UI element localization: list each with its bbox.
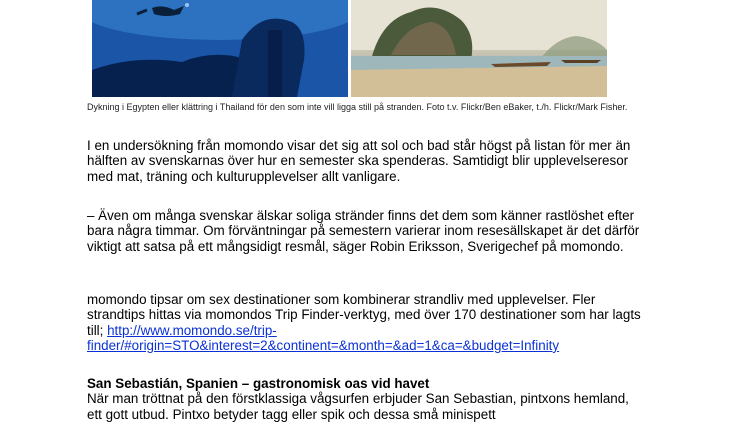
tips-text: momondo tipsar om sex destinationer som kombinerar strandliv med upplevelser. Fler strandtips hittas via momondos Trip Finder-verktyg, med över 170 destinationer som har lagts till; xyxy=(87,292,641,338)
beach-scene xyxy=(351,0,607,97)
diving-scene xyxy=(92,0,348,97)
intro-paragraph: I en undersökning från momondo visar det sig att sol och bad står högst på listan för mer än hälften av svenskarnas över hur en semester ska spenderas. Samtidigt blir upplevelseresor med mat, träning och kulturupplevelser allt vanligare. xyxy=(87,138,631,184)
photo-caption: Dykning i Egypten eller klättring i Thailand för den som inte vill ligga still på stranden. Foto t.v. Flickr/Ben eBaker, t./h. Flickr/Mark Fisher. xyxy=(87,102,628,112)
quote-paragraph: – Även om många svenskar älskar soliga stränder finns det dem som känner rastlöshet efter bara några timmar. Om förväntningar på semestern varierar inom resesällskapet är det därför viktigt att satsa på ett mångsidigt resmål, säger Robin Eriksson, Sverigechef på momondo. xyxy=(87,208,640,254)
section-heading: San Sebastián, Spanien – gastronomisk oas vid havet xyxy=(87,376,430,391)
tips-paragraph xyxy=(87,292,647,353)
trip-finder-link[interactable]: http://www.momondo.se/trip-finder/#origin=STO&interest=2&continent=&month=&ad=1&ca=&budget=Infinity xyxy=(87,322,560,353)
beach-photo xyxy=(351,0,607,97)
section-san-sebastian xyxy=(87,376,647,422)
diving-photo xyxy=(92,0,348,97)
section-text: När man tröttnat på den förstklassiga vågsurfen erbjuder San Sebastian, pintxons hemland, ett gott utbud. Pintxo betyder tagg eller spik och dessa små minispett xyxy=(87,391,629,422)
